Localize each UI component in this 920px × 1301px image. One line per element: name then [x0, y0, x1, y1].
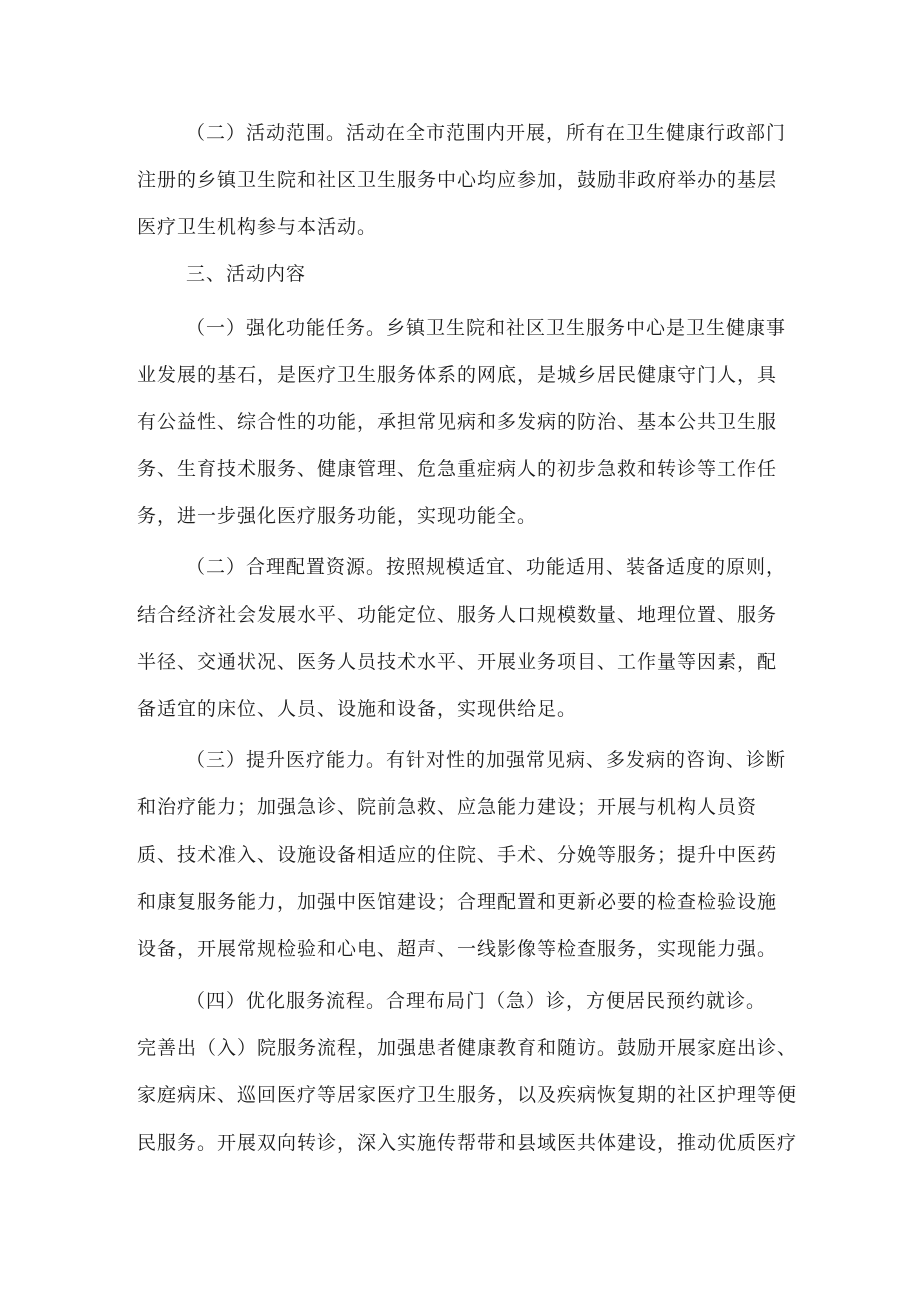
- paragraph-line: 务，进一步强化医疗服务功能，实现功能全。: [137, 505, 538, 527]
- paragraph-line: 业发展的基石，是医疗卫生服务体系的网底，是城乡居民健康守门人，具: [137, 364, 778, 386]
- paragraph-line: 结合经济社会发展水平、功能定位、服务人口规模数量、地理位置、服务: [137, 604, 778, 626]
- paragraph-line: 完善出（入）院服务流程，加强患者健康教育和随访。鼓励开展家庭出诊、: [137, 1037, 798, 1059]
- paragraph-line: （一）强化功能任务。乡镇卫生院和社区卫生服务中心是卫生健康事: [186, 317, 787, 339]
- paragraph-line: 和治疗能力；加强急诊、院前急救、应急能力建设；开展与机构人员资: [137, 796, 758, 818]
- paragraph-line: （三）提升医疗能力。有针对性的加强常见病、多发病的咨询、诊断: [186, 749, 787, 771]
- paragraph-line: （二）活动范围。活动在全市范围内开展，所有在卫生健康行政部门: [186, 122, 787, 144]
- section-heading: 三、活动内容: [186, 263, 307, 285]
- paragraph-line: 家庭病床、巡回医疗等居家医疗卫生服务，以及疾病恢复期的社区护理等便: [137, 1084, 798, 1106]
- paragraph-line: （二）合理配置资源。按照规模适宜、功能适用、装备适度的原则，: [186, 556, 787, 578]
- paragraph-line: 有公益性、综合性的功能，承担常见病和多发病的防治、基本公共卫生服: [137, 411, 778, 433]
- paragraph-line: 质、技术准入、设施设备相适应的住院、手术、分娩等服务；提升中医药: [137, 844, 778, 866]
- paragraph-line: 设备，开展常规检验和心电、超声、一线影像等检查服务，实现能力强。: [137, 938, 778, 960]
- paragraph-line: 医疗卫生机构参与本活动。: [137, 216, 378, 238]
- paragraph-line: 民服务。开展双向转诊，深入实施传帮带和县域医共体建设，推动优质医疗: [137, 1132, 798, 1154]
- paragraph-line: 备适宜的床位、人员、设施和设备，实现供给足。: [137, 698, 578, 720]
- paragraph-line: 半径、交通状况、医务人员技术水平、开展业务项目、工作量等因素，配: [137, 651, 778, 673]
- paragraph-line: 和康复服务能力，加强中医馆建设；合理配置和更新必要的检查检验设施: [137, 891, 778, 913]
- paragraph-line: 注册的乡镇卫生院和社区卫生服务中心均应参加，鼓励非政府举办的基层: [137, 169, 778, 191]
- paragraph-line: （四）优化服务流程。合理布局门（急）诊，方便居民预约就诊。: [186, 990, 767, 1012]
- paragraph-line: 务、生育技术服务、健康管理、危急重症病人的初步急救和转诊等工作任: [137, 458, 778, 480]
